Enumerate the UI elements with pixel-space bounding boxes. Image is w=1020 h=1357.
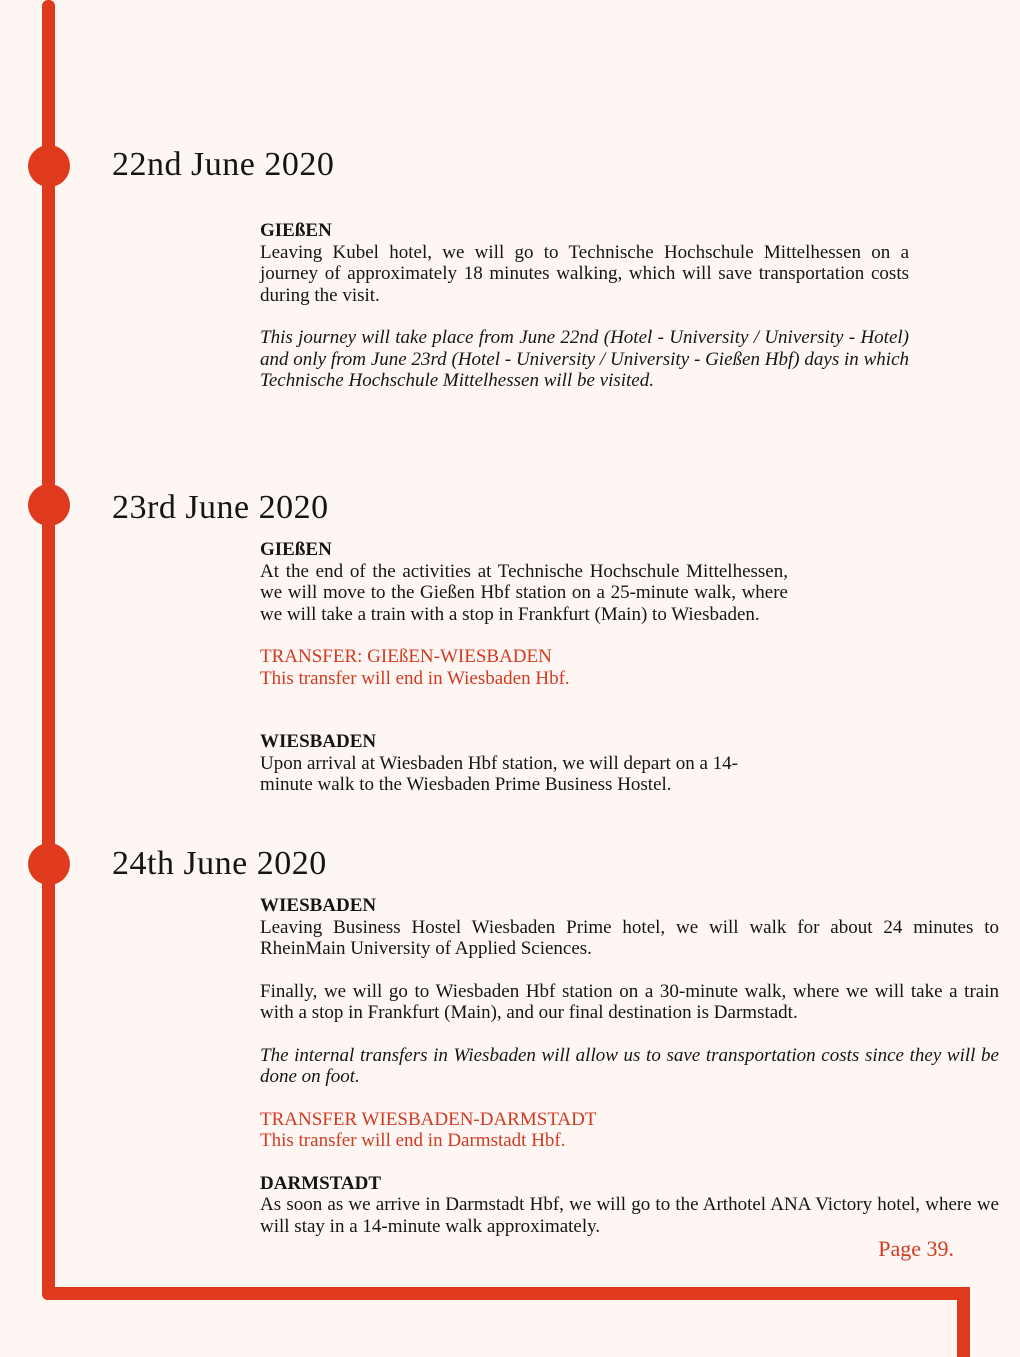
paragraph: Leaving Kubel hotel, we will go to Technische Hochschule Mittelhessen on a journey of approximately 18 minutes walking, which will save transportation costs during the visit. (260, 241, 909, 306)
paragraph: At the end of the activities at Technische Hochschule Mittelhessen, we will move to the Gießen Hbf station on a 25-minute walk, where we will take a train with a stop in Frankfurt (Main) to Wiesbaden. (260, 560, 788, 625)
date-heading-1: 22nd June 2020 (112, 146, 335, 183)
timeline-bottom-line (42, 1287, 970, 1300)
city-heading: WIESBADEN (260, 895, 377, 916)
page-number: Page 39. (878, 1236, 954, 1261)
city-heading: DARMSTADT (260, 1172, 382, 1194)
city-heading: GIEßEN (260, 539, 332, 560)
paragraph: Leaving Business Hostel Wiesbaden Prime hotel, we will walk for about 24 minutes to RheinMain University of Applied Sciences. (260, 916, 999, 959)
timeline-corner-line (957, 1287, 970, 1357)
section-3-body (260, 895, 999, 1237)
date-heading-2: 23rd June 2020 (112, 489, 329, 526)
paragraph: Upon arrival at Wiesbaden Hbf station, we will depart on a 14-minute walk to the Wiesbaden Prime Business Hostel. (260, 752, 738, 795)
city-heading: WIESBADEN (260, 731, 377, 752)
paragraph: Finally, we will go to Wiesbaden Hbf station on a 30-minute walk, where we will take a train with a stop in Frankfurt (Main), and our final destination is Darmstadt. (260, 980, 999, 1023)
italic-note: The internal transfers in Wiesbaden will allow us to save transportation costs since they will be done on foot. (260, 1044, 999, 1087)
paragraph: As soon as we arrive in Darmstadt Hbf, we will go to the Arthotel ANA Victory hotel, where we will stay in a 14-minute walk approximately. (260, 1194, 999, 1237)
section-1-body (260, 220, 909, 392)
timeline-dot-3 (28, 843, 70, 885)
timeline-vertical-line (42, 0, 55, 1300)
timeline-dot-1 (28, 145, 70, 187)
transfer-text: This transfer will end in Wiesbaden Hbf. (260, 667, 570, 689)
italic-note: This journey will take place from June 22nd (Hotel - University / University - Hotel) and only from June 23rd (Hotel - University / University - Gießen Hbf) days in which Technische Hochschule Mittelhessen will be visited. (260, 327, 909, 391)
transfer-text: This transfer will end in Darmstadt Hbf. (260, 1130, 566, 1151)
transfer-title: TRANSFER: GIEßEN-WIESBADEN (260, 646, 552, 667)
transfer-title: TRANSFER WIESBADEN-DARMSTADT (260, 1108, 597, 1130)
date-heading-3: 24th June 2020 (112, 845, 327, 882)
city-heading: GIEßEN (260, 220, 332, 241)
timeline-dot-2 (28, 484, 70, 526)
section-2-body (260, 539, 788, 796)
